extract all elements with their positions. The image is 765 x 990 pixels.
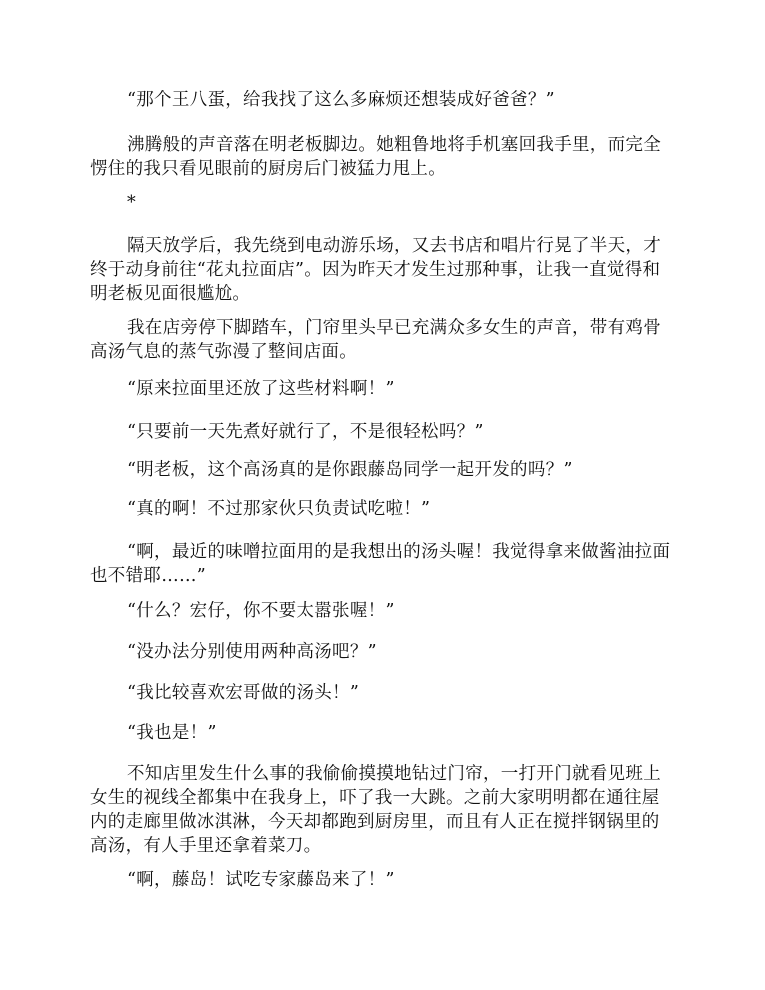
dialogue-1: “原来拉面里还放了这些材料啊！”: [127, 379, 395, 399]
scene-break: *: [127, 193, 137, 213]
paragraph-3: 隔天放学后，我先绕到电动游乐场，又去书店和唱片行晃了半天，才终于动身前往“花丸拉面店”。因为昨天才发生过那种事，让我一直觉得和明老板见面很尴尬。: [90, 236, 661, 304]
dialogue-4: “真的啊！不过那家伙只负责试吃啦！”: [127, 499, 431, 519]
paragraph-1: “那个王八蛋，给我找了这么多麻烦还想装成好爸爸？”: [127, 90, 555, 110]
dialogue-9: “我也是！”: [127, 723, 217, 743]
paragraph-5: 不知店里发生什么事的我偷偷摸摸地钻过门帘，一打开门就看见班上女生的视线全都集中在我身上，吓了我一大跳。之前大家明明都在通往屋内的走廊里做冰淇淋，今天却都跑到厨房里，而且有人正在搅拌钢锅里的高汤，有人手里还拿着菜刀。: [90, 764, 661, 856]
dialogue-6: “什么？宏仔，你不要太嚣张喔！”: [127, 601, 395, 621]
paragraph-2: 沸腾般的声音落在明老板脚边。她粗鲁地将手机塞回我手里，而完全愣住的我只看见眼前的厨房后门被猛力甩上。: [90, 135, 661, 179]
dialogue-7: “没办法分别使用两种高汤吧？”: [127, 642, 377, 662]
dialogue-10: “啊，藤岛！试吃专家藤岛来了！”: [127, 870, 395, 890]
dialogue-8: “我比较喜欢宏哥做的汤头！”: [127, 683, 360, 703]
paragraph-4: 我在店旁停下脚踏车，门帘里头早已充满众多女生的声音，带有鸡骨高汤气息的蒸气弥漫了整间店面。: [90, 318, 661, 362]
dialogue-2: “只要前一天先煮好就行了，不是很轻松吗？”: [127, 422, 484, 442]
dialogue-3: “明老板，这个高汤真的是你跟藤岛同学一起开发的吗？”: [127, 460, 573, 480]
dialogue-5: “啊，最近的味噌拉面用的是我想出的汤头喔！我觉得拿来做酱油拉面也不错耶……”: [90, 542, 671, 586]
